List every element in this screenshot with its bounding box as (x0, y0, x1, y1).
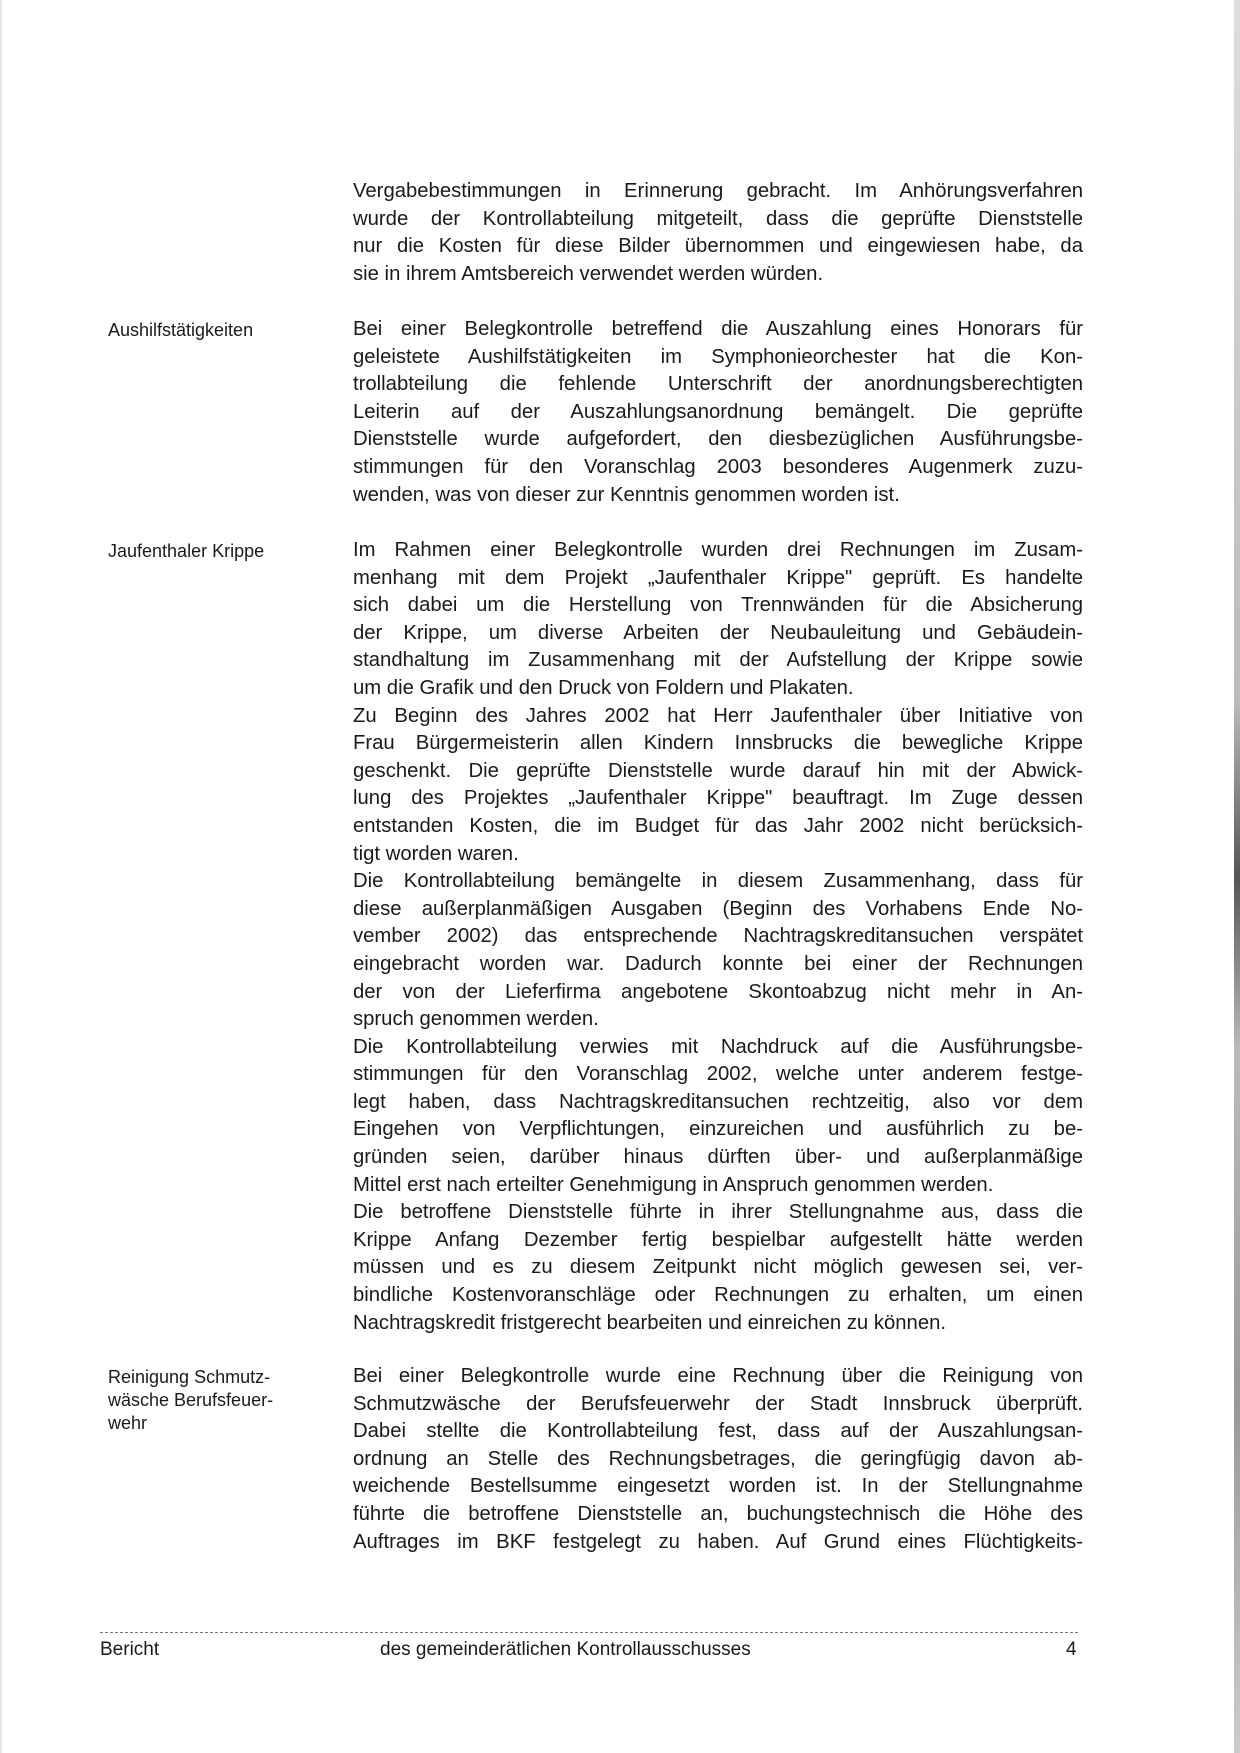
text-line: geschenkt. Die geprüfte Dienststelle wurde darauf hin mit der Abwick- (353, 759, 1083, 782)
text-line: Dabei stellte die Kontrollabteilung fest, dass auf der Auszahlungsan- (353, 1420, 1083, 1443)
text-line: Bei einer Belegkontrolle betreffend die Auszahlung eines Honorars für (353, 318, 1083, 340)
text-line: Mittel erst nach erteilter Genehmigung in Anspruch genommen werden. (353, 1173, 994, 1196)
text-line: Schmutzwäsche der Berufsfeuerwehr der Stadt Innsbruck überprüft. (353, 1392, 1083, 1415)
text-line: Die Kontrollabteilung verwies mit Nachdruck auf die Ausführungsbe- (353, 1035, 1083, 1058)
footer-left: Bericht (100, 1639, 160, 1660)
text-line: müssen und es zu diesem Zeitpunkt nicht möglich gewesen sei, ver- (353, 1256, 1083, 1279)
section-text (353, 178, 1083, 288)
text-line: menhang mit dem Projekt „Jaufenthaler Krippe" geprüft. Es handelte (353, 566, 1083, 589)
footer-center: des gemeinderätlichen Kontrollausschusses (380, 1639, 751, 1660)
text-line: Auftrages im BKF festgelegt zu haben. Auf Grund eines Flüchtigkeits- (353, 1530, 1083, 1553)
scan-edge-right (1234, 0, 1240, 1753)
text-line: sie in ihrem Amtsbereich verwendet werden würden. (353, 262, 824, 285)
section-label: Jaufenthaler Krippe (108, 541, 265, 561)
text-line: Leiterin auf der Auszahlungsanordnung bemängelt. Die geprüfte (353, 400, 1083, 423)
text-line: wenden, was von dieser zur Kenntnis genommen worden ist. (353, 483, 900, 506)
text-line: der Krippe, um diverse Arbeiten der Neubauleitung und Gebäudein- (353, 621, 1083, 644)
scan-edge-left (0, 0, 2, 1753)
text-line: spruch genommen werden. (353, 1008, 599, 1031)
text-line: eingebracht worden war. Dadurch konnte bei einer der Rechnungen (353, 952, 1083, 975)
text-line: Die Kontrollabteilung bemängelte in diesem Zusammenhang, dass für (353, 870, 1083, 893)
text-line: wurde der Kontrollabteilung mitgeteilt, dass die geprüfte Dienststelle (353, 207, 1083, 230)
text-line: Die betroffene Dienststelle führte in ihrer Stellungnahme aus, dass die (353, 1201, 1083, 1224)
text-line: legt haben, dass Nachtragskreditansuchen rechtzeitig, also vor dem (353, 1090, 1083, 1113)
text-line: standhaltung im Zusammenhang mit der Aufstellung der Krippe sowie (353, 649, 1083, 672)
text-line: der von der Lieferfirma angebotene Skontoabzug nicht mehr in An- (353, 980, 1083, 1003)
text-line: sich dabei um die Herstellung von Trennwänden für die Absicherung (353, 594, 1083, 617)
text-line: lung des Projektes „Jaufenthaler Krippe" beauftragt. Im Zuge dessen (353, 787, 1083, 810)
text-line: bindliche Kostenvoranschläge oder Rechnungen zu erhalten, um einen (353, 1284, 1083, 1307)
text-line: vember 2002) das entsprechende Nachtragskreditansuchen verspätet (353, 925, 1083, 948)
text-line: diese außerplanmäßigen Ausgaben (Beginn des Vorhabens Ende No- (353, 897, 1083, 920)
text-line: Frau Bürgermeisterin allen Kindern Innsbrucks die bewegliche Krippe (353, 732, 1083, 755)
text-line: Im Rahmen einer Belegkontrolle wurden drei Rechnungen im Zusam- (353, 539, 1083, 561)
text-line: weichende Bestellsumme eingesetzt worden ist. In der Stellungnahme (353, 1475, 1083, 1498)
section-text (353, 1363, 1083, 1556)
section-label: Reinigung Schmutz- wäsche Berufsfeuer- wehr (108, 1367, 274, 1433)
text-line: Zu Beginn des Jahres 2002 hat Herr Jaufenthaler über Initiative von (353, 704, 1083, 727)
text-line: Krippe Anfang Dezember fertig bespielbar aufgestellt hätte werden (353, 1228, 1083, 1251)
text-line: stimmungen für den Voranschlag 2003 besonderes Augenmerk zuzu- (353, 455, 1083, 478)
text-line: Vergabebestimmungen in Erinnerung gebracht. Im Anhörungsverfahren (353, 180, 1083, 202)
text-line: entstanden Kosten, die im Budget für das Jahr 2002 nicht berücksich- (353, 814, 1083, 837)
page-number: 4 (1066, 1639, 1077, 1660)
section-text (353, 316, 1083, 509)
text-line: Dienststelle wurde aufgefordert, den diesbezüglichen Ausführungsbe- (353, 428, 1083, 451)
text-line: nur die Kosten für diese Bilder übernommen und eingewiesen habe, da (353, 235, 1083, 258)
text-line: Eingehen von Verpflichtungen, einzureichen und ausführlich zu be- (353, 1118, 1083, 1141)
text-line: Bei einer Belegkontrolle wurde eine Rechnung über die Reinigung von (353, 1365, 1083, 1387)
text-line: trollabteilung die fehlende Unterschrift der anordnungsberechtigten (353, 373, 1083, 396)
text-line: geleistete Aushilfstätigkeiten im Symphonieorchester hat die Kon- (353, 345, 1083, 368)
text-line: um die Grafik und den Druck von Foldern und Plakaten. (353, 676, 854, 699)
text-line: führte die betroffene Dienststelle an, buchungstechnisch die Höhe des (353, 1502, 1083, 1525)
text-line: stimmungen für den Voranschlag 2002, welche unter anderem festge- (353, 1063, 1083, 1086)
text-line: tigt worden waren. (353, 842, 519, 865)
footer-divider (100, 1632, 1078, 1633)
section-label: Aushilfstätigkeiten (108, 320, 254, 340)
section-text (353, 537, 1083, 1337)
text-line: Nachtragskredit fristgerecht bearbeiten und einreichen zu können. (353, 1311, 947, 1334)
text-line: gründen seien, darüber hinaus dürften über- und außerplanmäßige (353, 1146, 1083, 1169)
text-line: ordnung an Stelle des Rechnungsbetrages, die geringfügig davon ab- (353, 1447, 1083, 1470)
